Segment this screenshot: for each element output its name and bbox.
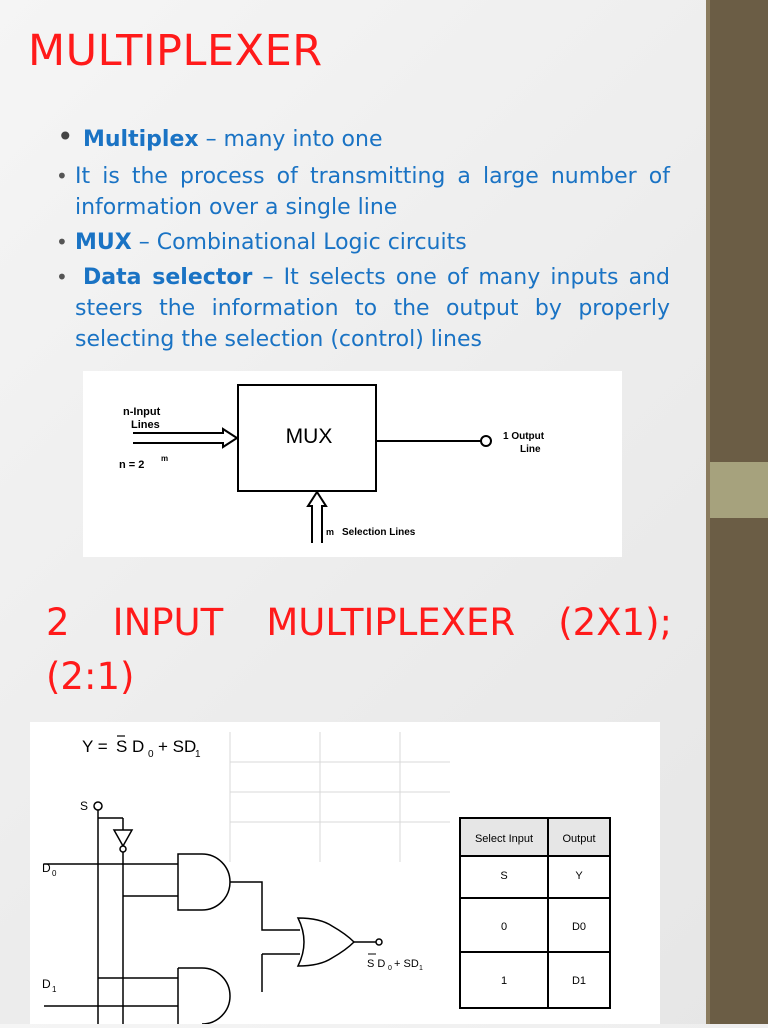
truth-table-header-select: Select Input — [474, 833, 534, 845]
svg-text:1: 1 — [195, 749, 201, 760]
svg-text:S D: S D — [367, 958, 386, 970]
svg-text:D: D — [42, 977, 51, 991]
circuit-svg — [30, 722, 660, 1024]
truth-table-cell: D1 — [571, 975, 587, 987]
select-arrow — [308, 492, 326, 543]
truth-table-cell: 0 — [500, 921, 508, 933]
subtitle-line2: (2:1) — [46, 655, 135, 698]
truth-table — [460, 818, 610, 1008]
bullet-term: Data selector — [83, 265, 253, 290]
input-label-line1: n-Input — [123, 406, 161, 418]
bullet-text: – It selects one of many inputs and steers the information to the output by properly selecting the selection (control) lines — [75, 265, 670, 352]
or-gate — [298, 918, 354, 966]
bullet-data-selector — [56, 262, 670, 355]
output-label-line1: 1 Output — [503, 431, 545, 442]
svg-text:Y =: Y = — [82, 737, 108, 756]
svg-text:D: D — [42, 861, 51, 875]
svg-text:+ SD: + SD — [158, 737, 197, 756]
select-input-s: S — [80, 799, 89, 813]
subtitle-line1: 2 INPUT MULTIPLEXER (2X1); — [46, 601, 672, 644]
mux-block-label: MUX — [285, 425, 333, 448]
bullet-multiplex — [56, 124, 670, 155]
bullet-mux — [56, 227, 670, 258]
bullet-text: – Combinational Logic circuits — [138, 230, 467, 255]
equation — [82, 736, 201, 760]
select-label-m: m — [326, 527, 335, 537]
input-label-line2: Lines — [131, 419, 160, 431]
svg-text:1: 1 — [52, 985, 57, 994]
select-label: Selection Lines — [342, 527, 416, 538]
svg-text:0: 0 — [148, 749, 154, 760]
bullet-list — [56, 124, 670, 359]
truth-table-cell: 1 — [500, 975, 508, 987]
n-formula: n = 2 — [119, 459, 145, 471]
svg-text:0: 0 — [388, 965, 392, 972]
slide-title: MULTIPLEXER — [28, 26, 323, 76]
side-decoration-accent — [710, 462, 768, 518]
and-gate-bottom — [178, 968, 230, 1024]
svg-text:S D: S D — [116, 737, 145, 756]
input-arrow — [133, 429, 237, 447]
section-subtitle — [46, 596, 672, 704]
svg-text:+ SD: + SD — [394, 958, 419, 970]
and-gate-top — [178, 854, 230, 910]
n-exponent: m — [161, 454, 169, 463]
output-label-line2: Line — [520, 444, 541, 455]
output-expression — [367, 954, 423, 972]
bullet-text: It is the process of transmitting a large number of information over a single line — [75, 164, 670, 220]
truth-table-header-output: Output — [562, 833, 596, 845]
mux-circuit-diagram — [30, 722, 660, 1024]
svg-text:0: 0 — [52, 869, 57, 878]
mux-block-diagram — [83, 371, 622, 557]
not-gate — [114, 830, 132, 846]
bullet-text: – many into one — [205, 127, 383, 152]
truth-table-cell: S — [500, 870, 508, 882]
truth-table-cell: D0 — [571, 921, 587, 933]
faint-background-table — [230, 732, 450, 862]
s-terminal — [94, 802, 102, 810]
truth-table-cell: Y — [575, 870, 583, 882]
svg-text:1: 1 — [419, 965, 423, 972]
bullet-process — [56, 161, 670, 223]
output-terminal — [376, 939, 382, 945]
output-terminal — [481, 436, 491, 446]
mux-diagram-svg — [83, 371, 622, 557]
bullet-term: Multiplex — [83, 127, 199, 152]
bullet-term: MUX — [75, 230, 132, 255]
